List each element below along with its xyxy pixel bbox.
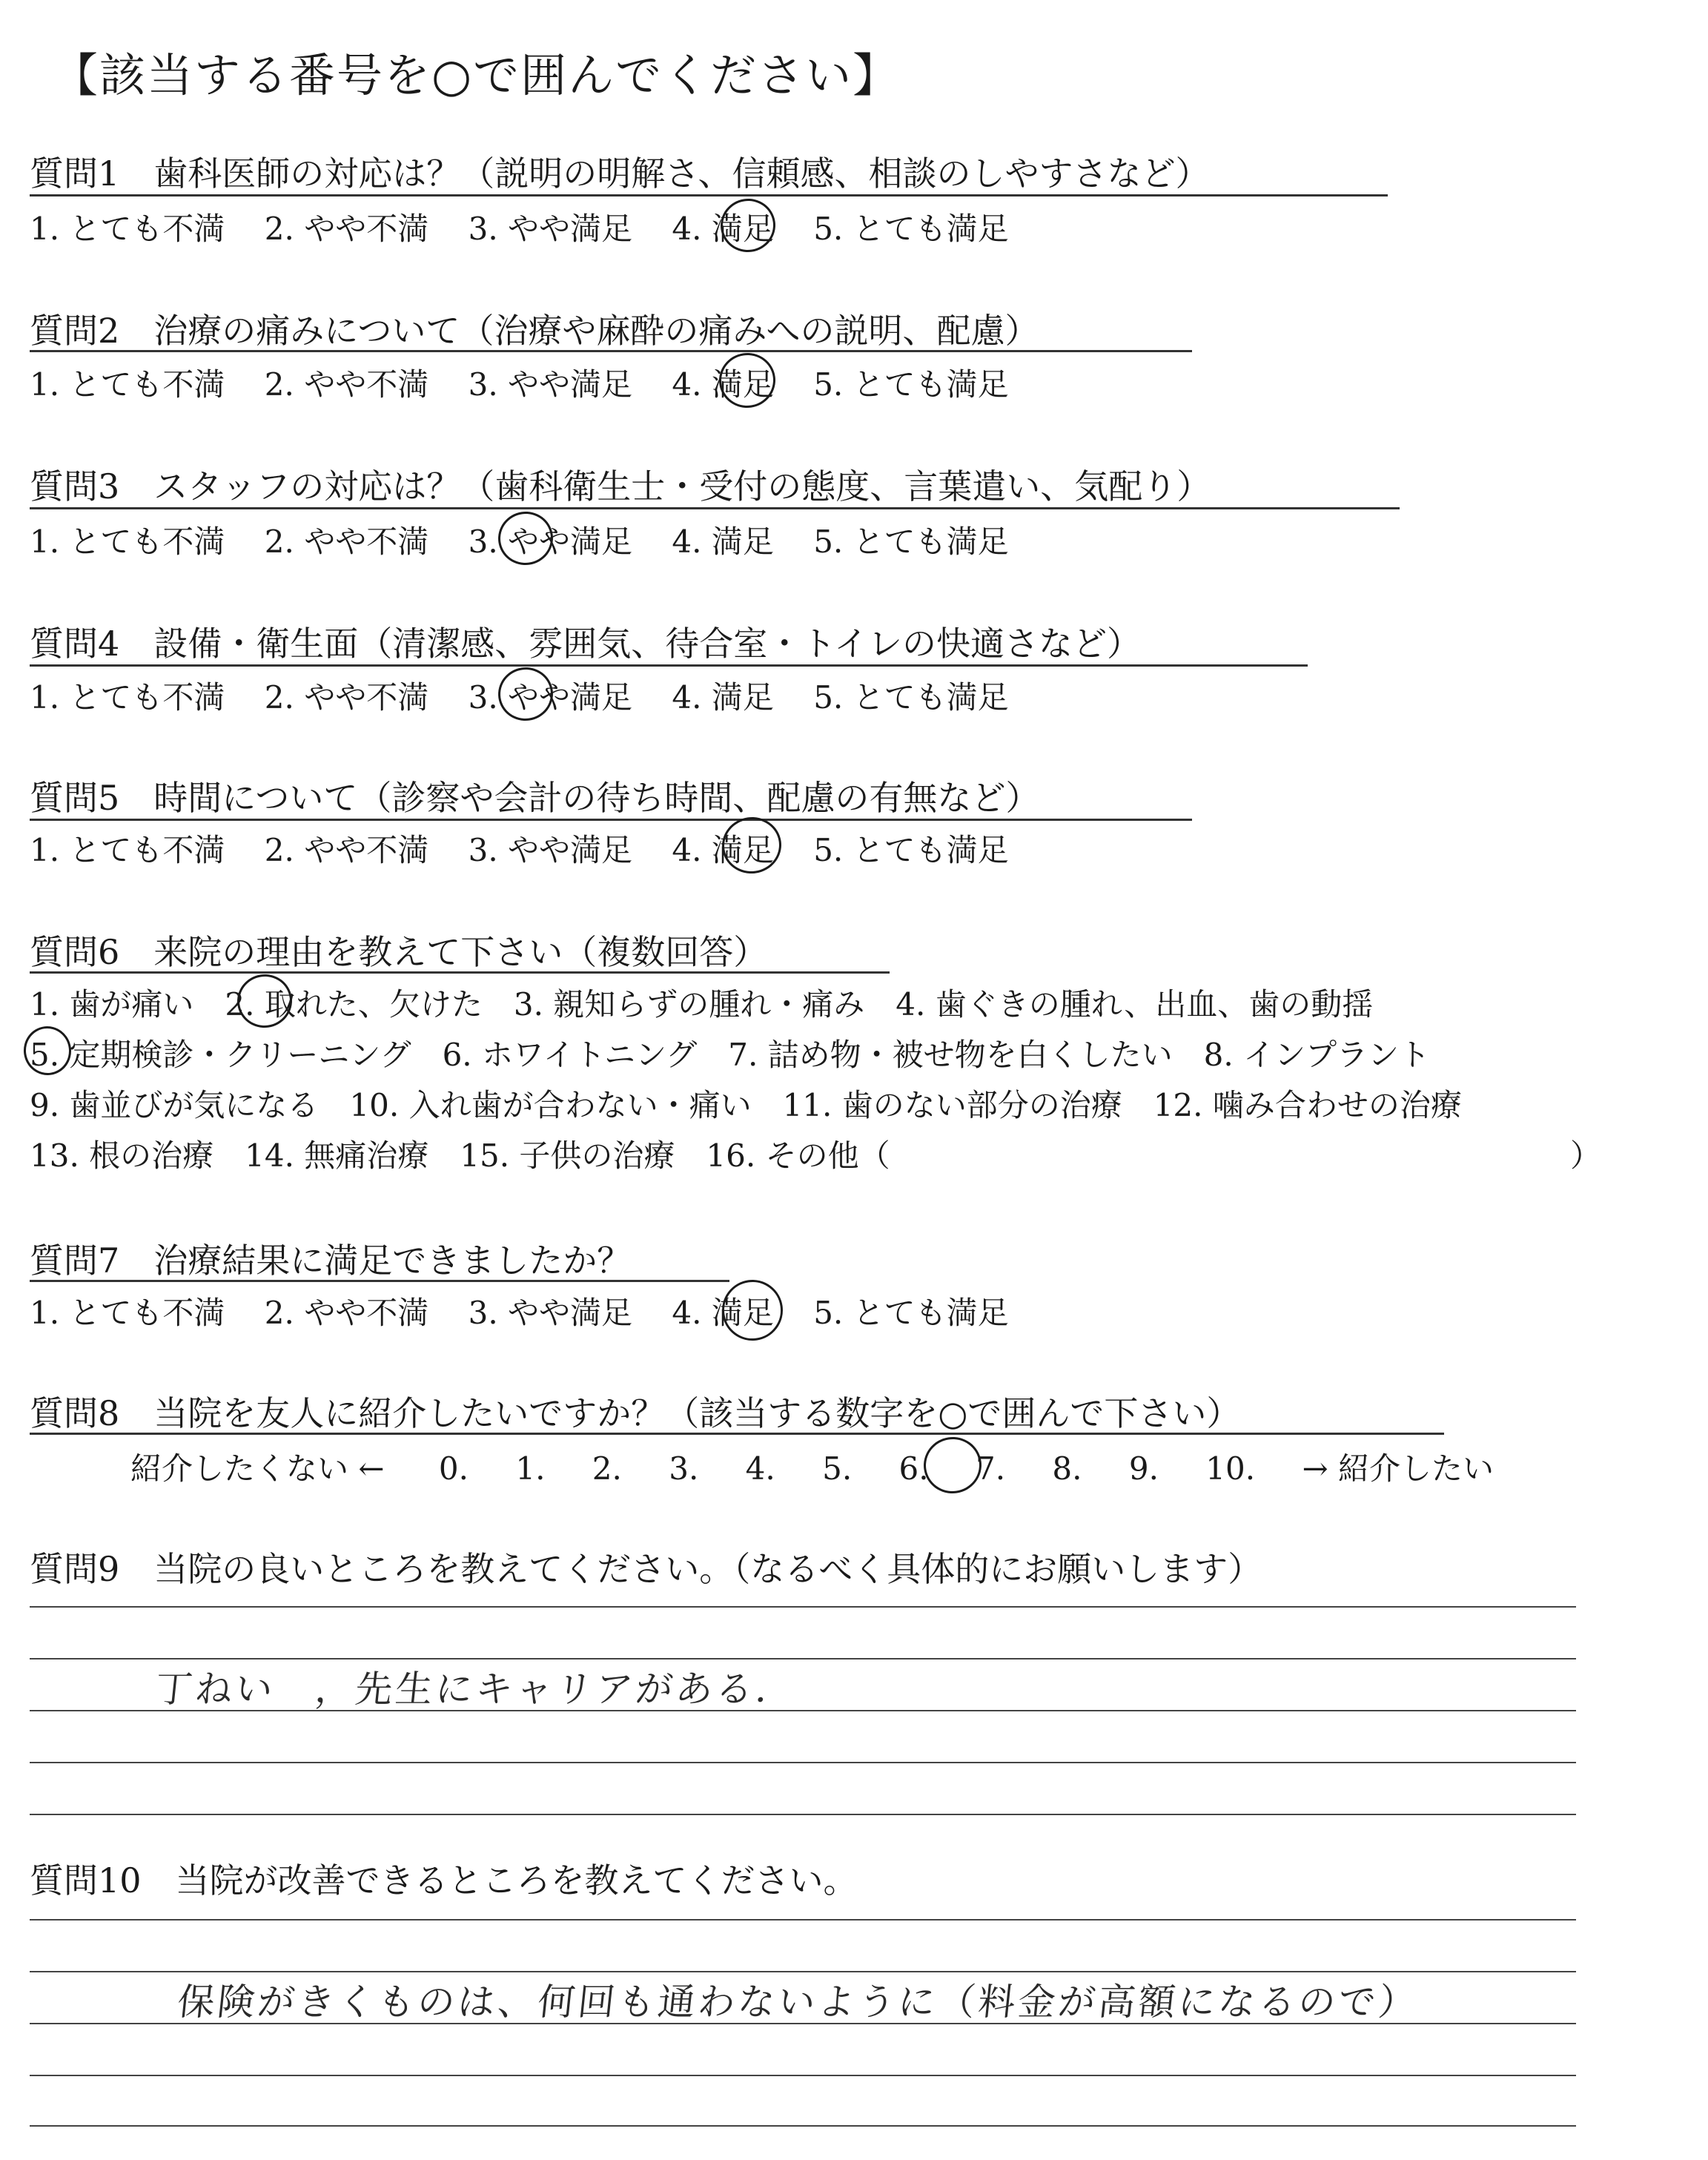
q10-handwritten-answer[interactable]: 保険がきくものは、何回も通わないように（料金が高額になるので） [175, 1981, 1421, 2024]
question-1-title [30, 147, 1209, 196]
q5-option-5[interactable]: 5. とても満足 [813, 832, 1009, 868]
q8-scale-0[interactable]: 0. [438, 1450, 469, 1487]
q2-option-5[interactable]: 5. とても満足 [813, 366, 1009, 403]
question-3-text: スタッフの対応は？（歯科衛生士・受付の態度、言葉遣い、気配り） [153, 466, 1211, 506]
q7-option-5[interactable]: 5. とても満足 [813, 1295, 1009, 1331]
question-10-label: 質問10 [30, 1860, 142, 1900]
q6-row-4[interactable]: 13. 根の治療 14. 無痛治療 15. 子供の治療 16. その他（ [30, 1137, 890, 1174]
q3-option-2[interactable]: 2. やや不満 [264, 524, 429, 560]
q8-scale-10[interactable]: 10. [1205, 1450, 1256, 1487]
question-4-underline [30, 664, 1308, 667]
question-1-options [30, 205, 1009, 249]
q7-option-2[interactable]: 2. やや不満 [264, 1295, 429, 1331]
question-4-text: 設備・衛生面（清潔感、雰囲気、待合室・トイレの快適さなど） [153, 624, 1141, 664]
q8-scale-3[interactable]: 3. [669, 1450, 699, 1487]
q3-option-1[interactable]: 1. とても不満 [30, 524, 225, 560]
q7-selected-circle [718, 1276, 787, 1345]
q8-scale-left-label: 紹介したくない ← [130, 1450, 385, 1487]
q8-scale-8[interactable]: 8. [1052, 1450, 1082, 1487]
question-8-text: 当院を友人に紹介したいですか？（該当する数字を○で囲んで下さい） [153, 1393, 1241, 1433]
question-3-underline [30, 507, 1400, 509]
q9-answer-line-4 [30, 1762, 1576, 1763]
question-7-text: 治療結果に満足できましたか？ [153, 1241, 632, 1281]
question-6-label: 質問6 [30, 932, 120, 972]
q2-option-4[interactable]: 4. 満足 [672, 366, 774, 403]
question-9-text: 当院の良いところを教えてください。（なるべく具体的にお願いします） [153, 1549, 1262, 1589]
q8-scale-9[interactable]: 9. [1128, 1450, 1159, 1487]
question-3-title [30, 460, 1211, 509]
q5-option-1[interactable]: 1. とても不満 [30, 832, 225, 868]
question-8-underline [30, 1433, 1444, 1435]
q4-option-1[interactable]: 1. とても不満 [30, 679, 225, 716]
q8-scale-right-label: → 紹介したい [1302, 1450, 1494, 1487]
q4-option-5[interactable]: 5. とても満足 [813, 679, 1009, 716]
question-2-text: 治療の痛みについて（治療や麻酔の痛みへの説明、配慮） [153, 311, 1039, 351]
q8-scale-1[interactable]: 1. [515, 1450, 546, 1487]
question-5-options [30, 826, 1009, 871]
question-6-underline [30, 971, 890, 974]
q8-scale-2[interactable]: 2. [592, 1450, 622, 1487]
question-1-text: 歯科医師の対応は？（説明の明解さ、信頼感、相談のしやすさなど） [153, 153, 1210, 194]
q4-option-4[interactable]: 4. 満足 [672, 679, 774, 716]
question-2-label: 質問2 [30, 311, 120, 351]
q10-answer-line-1 [30, 1919, 1576, 1920]
question-5-title [30, 771, 1039, 820]
q3-option-3[interactable]: 3. やや満足 [468, 524, 633, 560]
question-10-title [30, 1854, 858, 1903]
question-2-title [30, 304, 1039, 353]
q6-row-4-close: ） [1570, 1137, 1602, 1174]
q6-row-3[interactable]: 9. 歯並びが気になる 10. 入れ歯が合わない・痛い 11. 歯のない部分の治療 12. 噛み合わせの治療 [30, 1087, 1462, 1123]
q1-option-4[interactable]: 4. 満足 [672, 211, 774, 247]
page-title: 【該当する番号を○で囲んでください】 [52, 48, 901, 102]
q2-option-3[interactable]: 3. やや満足 [468, 366, 633, 403]
q6-row-2[interactable]: 5. 定期検診・クリーニング 6. ホワイトニング 7. 詰め物・被せ物を白くしたい 8. インプラント [30, 1037, 1431, 1073]
question-9-label: 質問9 [30, 1549, 120, 1589]
q8-scale-5[interactable]: 5. [822, 1450, 853, 1487]
question-4-title [30, 617, 1141, 666]
question-6-text: 来院の理由を教えて下さい（複数回答） [153, 932, 768, 972]
q7-option-3[interactable]: 3. やや満足 [468, 1295, 633, 1331]
q4-option-2[interactable]: 2. やや不満 [264, 679, 429, 716]
question-8-title [30, 1387, 1240, 1436]
question-5-text: 時間について（診察や会計の待ち時間、配慮の有無など） [153, 778, 1040, 818]
question-7-underline [30, 1280, 729, 1282]
question-6-title [30, 925, 767, 974]
q9-answer-line-5 [30, 1814, 1576, 1815]
question-7-options [30, 1289, 1009, 1333]
q3-option-5[interactable]: 5. とても満足 [813, 524, 1009, 560]
q1-option-5[interactable]: 5. とても満足 [813, 211, 1009, 247]
question-1-underline [30, 194, 1388, 196]
q8-scale-6[interactable]: 6. [898, 1450, 929, 1487]
q6-row-1[interactable]: 1. 歯が痛い 2. 取れた、欠けた 3. 親知らずの腫れ・痛み 4. 歯ぐきの腫れ、出血、歯の動揺 [30, 986, 1374, 1023]
question-7-label: 質問7 [30, 1241, 120, 1281]
q2-option-1[interactable]: 1. とても不満 [30, 366, 225, 403]
q7-option-1[interactable]: 1. とても不満 [30, 1295, 225, 1331]
question-7-title [30, 1234, 631, 1283]
q10-answer-line-5 [30, 2125, 1576, 2127]
question-9-title [30, 1542, 1262, 1591]
q7-option-4[interactable]: 4. 満足 [672, 1295, 774, 1331]
question-3-label: 質問3 [30, 466, 120, 506]
q1-option-1[interactable]: 1. とても不満 [30, 211, 225, 247]
q8-scale-7[interactable]: 7. [975, 1450, 1006, 1487]
question-5-label: 質問5 [30, 778, 120, 818]
q10-answer-line-4 [30, 2075, 1576, 2076]
q8-scale-4[interactable]: 4. [745, 1450, 775, 1487]
q5-option-2[interactable]: 2. やや不満 [264, 832, 429, 868]
question-2-underline [30, 350, 1192, 352]
q3-option-4[interactable]: 4. 満足 [672, 524, 774, 560]
question-5-underline [30, 819, 1192, 821]
question-4-label: 質問4 [30, 624, 120, 664]
q2-option-2[interactable]: 2. やや不満 [264, 366, 429, 403]
q5-option-3[interactable]: 3. やや満足 [468, 832, 633, 868]
question-1-label: 質問1 [30, 153, 120, 194]
q5-option-4[interactable]: 4. 満足 [672, 832, 774, 868]
question-2-options [30, 360, 1009, 405]
question-10-text: 当院が改善できるところを教えてください。 [175, 1860, 858, 1900]
question-8-scale [130, 1444, 1494, 1489]
q9-answer-line-1 [30, 1606, 1576, 1608]
question-8-label: 質問8 [30, 1393, 120, 1433]
q4-option-3[interactable]: 3. やや満足 [468, 679, 633, 716]
q1-option-3[interactable]: 3. やや満足 [468, 211, 633, 247]
q1-option-2[interactable]: 2. やや不満 [264, 211, 429, 247]
q9-handwritten-answer[interactable]: 丁ねい ，先生にキャリアがある． [153, 1668, 798, 1711]
